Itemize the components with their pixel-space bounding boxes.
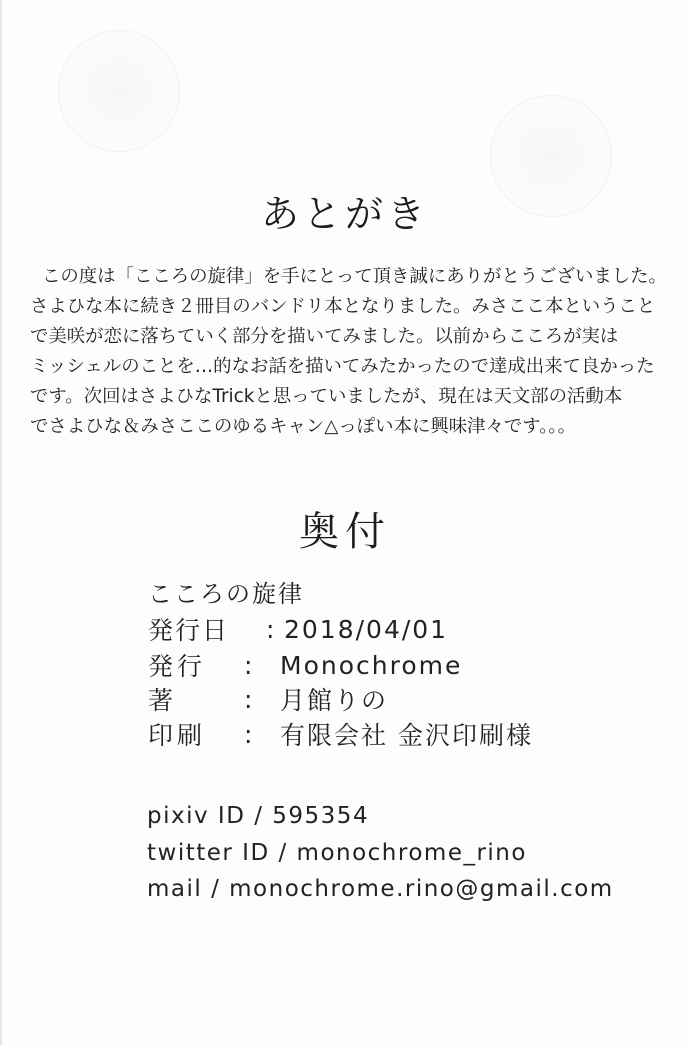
colophon-row-printer <box>148 714 533 754</box>
afterword-line: さよひな本に続き２冊目のバンドリ本となりました。みさここ本ということ <box>30 296 656 317</box>
separator: : <box>266 614 275 644</box>
separator: : <box>244 719 253 749</box>
separator: : <box>244 650 253 680</box>
afterword-title: あとがき <box>260 192 429 236</box>
release-date-value: 2018/04/01 <box>284 614 449 644</box>
separator: : <box>244 684 253 714</box>
publisher-label: 発行 <box>148 652 207 681</box>
afterword-body <box>30 262 670 442</box>
release-date-label: 発行日 <box>148 616 230 645</box>
afterword-line: この度は「こころの旋律」を手にとって頂き誠にありがとうございました。 <box>42 266 667 287</box>
mail-address: mail / monochrome.rino@gmail.com <box>147 876 614 902</box>
afterword-line: で美咲が恋に落ちていく部分を描いてみました。以前からこころが実は <box>30 326 619 347</box>
colophon-row-author <box>148 679 388 719</box>
colophon-title: 奥付 <box>299 509 391 555</box>
printer-label: 印刷 <box>148 721 207 750</box>
afterword-line: ミッシェルのことを…的なお話を描いてみたかったので達成出来て良かった <box>30 356 655 377</box>
colophon-row-release-date <box>148 609 448 649</box>
publisher-value: Monochrome <box>280 650 463 680</box>
afterword-line: でさよひな＆みさここのゆるキャン△っぽい本に興味津々です。。。 <box>30 416 576 437</box>
twitter-id: twitter ID / monochrome_rino <box>147 840 527 866</box>
author-label: 著 <box>148 686 178 715</box>
pixiv-id: pixiv ID / 595354 <box>147 803 370 829</box>
bleed-through-mark <box>58 30 180 152</box>
afterword-line: です。次回はさよひなTrickと思っていましたが、現在は天文部の活動本 <box>30 386 623 407</box>
book-title: こころの旋律 <box>148 580 304 608</box>
author-value: 月館りの <box>280 686 389 715</box>
printer-value: 有限会社 金沢印刷様 <box>280 721 533 750</box>
